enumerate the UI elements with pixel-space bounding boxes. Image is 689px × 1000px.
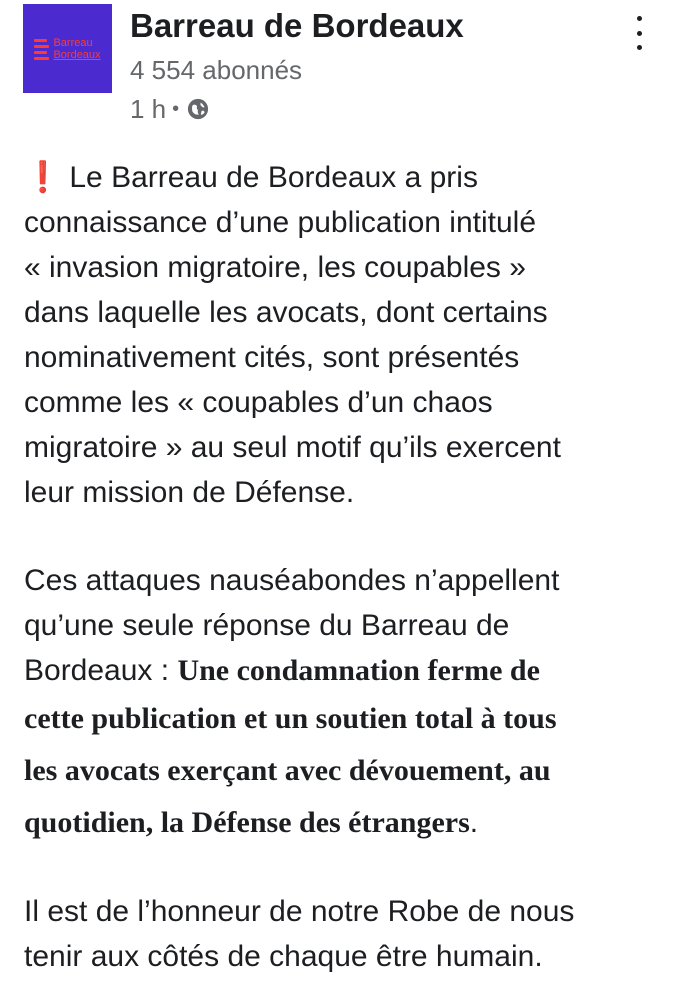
post-time[interactable]: 1 h — [130, 94, 167, 124]
followers-count: 4 554 abonnés — [130, 55, 303, 85]
logo-mark-icon — [34, 38, 49, 60]
post-header — [23, 4, 663, 124]
paragraph-1: ❗ Le Barreau de Bordeaux a pris connaissance d’une publication intitulé « invasion migratoire, les coupables » dans laquelle les avocats, dont certains nominativement cités, sont présentés comme les « coupables d’un chaos migratoire » au seul motif qu’ils exercent leur mission de Défense. — [24, 161, 561, 509]
more-options-button[interactable] — [625, 16, 653, 50]
paragraph-3: Il est de l’honneur de notre Robe de nous tenir aux côtés de chaque être humain. — [24, 895, 575, 973]
post-text — [24, 155, 669, 979]
meta-separator: • — [172, 98, 180, 120]
page-name[interactable]: Barreau de Bordeaux — [130, 7, 464, 44]
bold-statement-start: Une condamnation ferme de — [177, 654, 540, 687]
more-vertical-icon — [637, 16, 642, 21]
logo-text: Barreau Bordeaux — [53, 36, 101, 61]
avatar[interactable] — [23, 4, 112, 93]
exclamation-icon: ❗ — [24, 161, 62, 194]
paragraph-2: Ces attaques nauséabondes n’appellent qu’une seule réponse du Barreau de Bordeaux : Une condamnation ferme de cette publication et un soutien total à tous les avocats exerçant avec dévouement, au quotidien, la Défense des étrangers. — [24, 564, 560, 839]
post-meta — [130, 93, 209, 125]
barreau-logo — [34, 37, 100, 61]
globe-icon[interactable] — [187, 98, 209, 120]
